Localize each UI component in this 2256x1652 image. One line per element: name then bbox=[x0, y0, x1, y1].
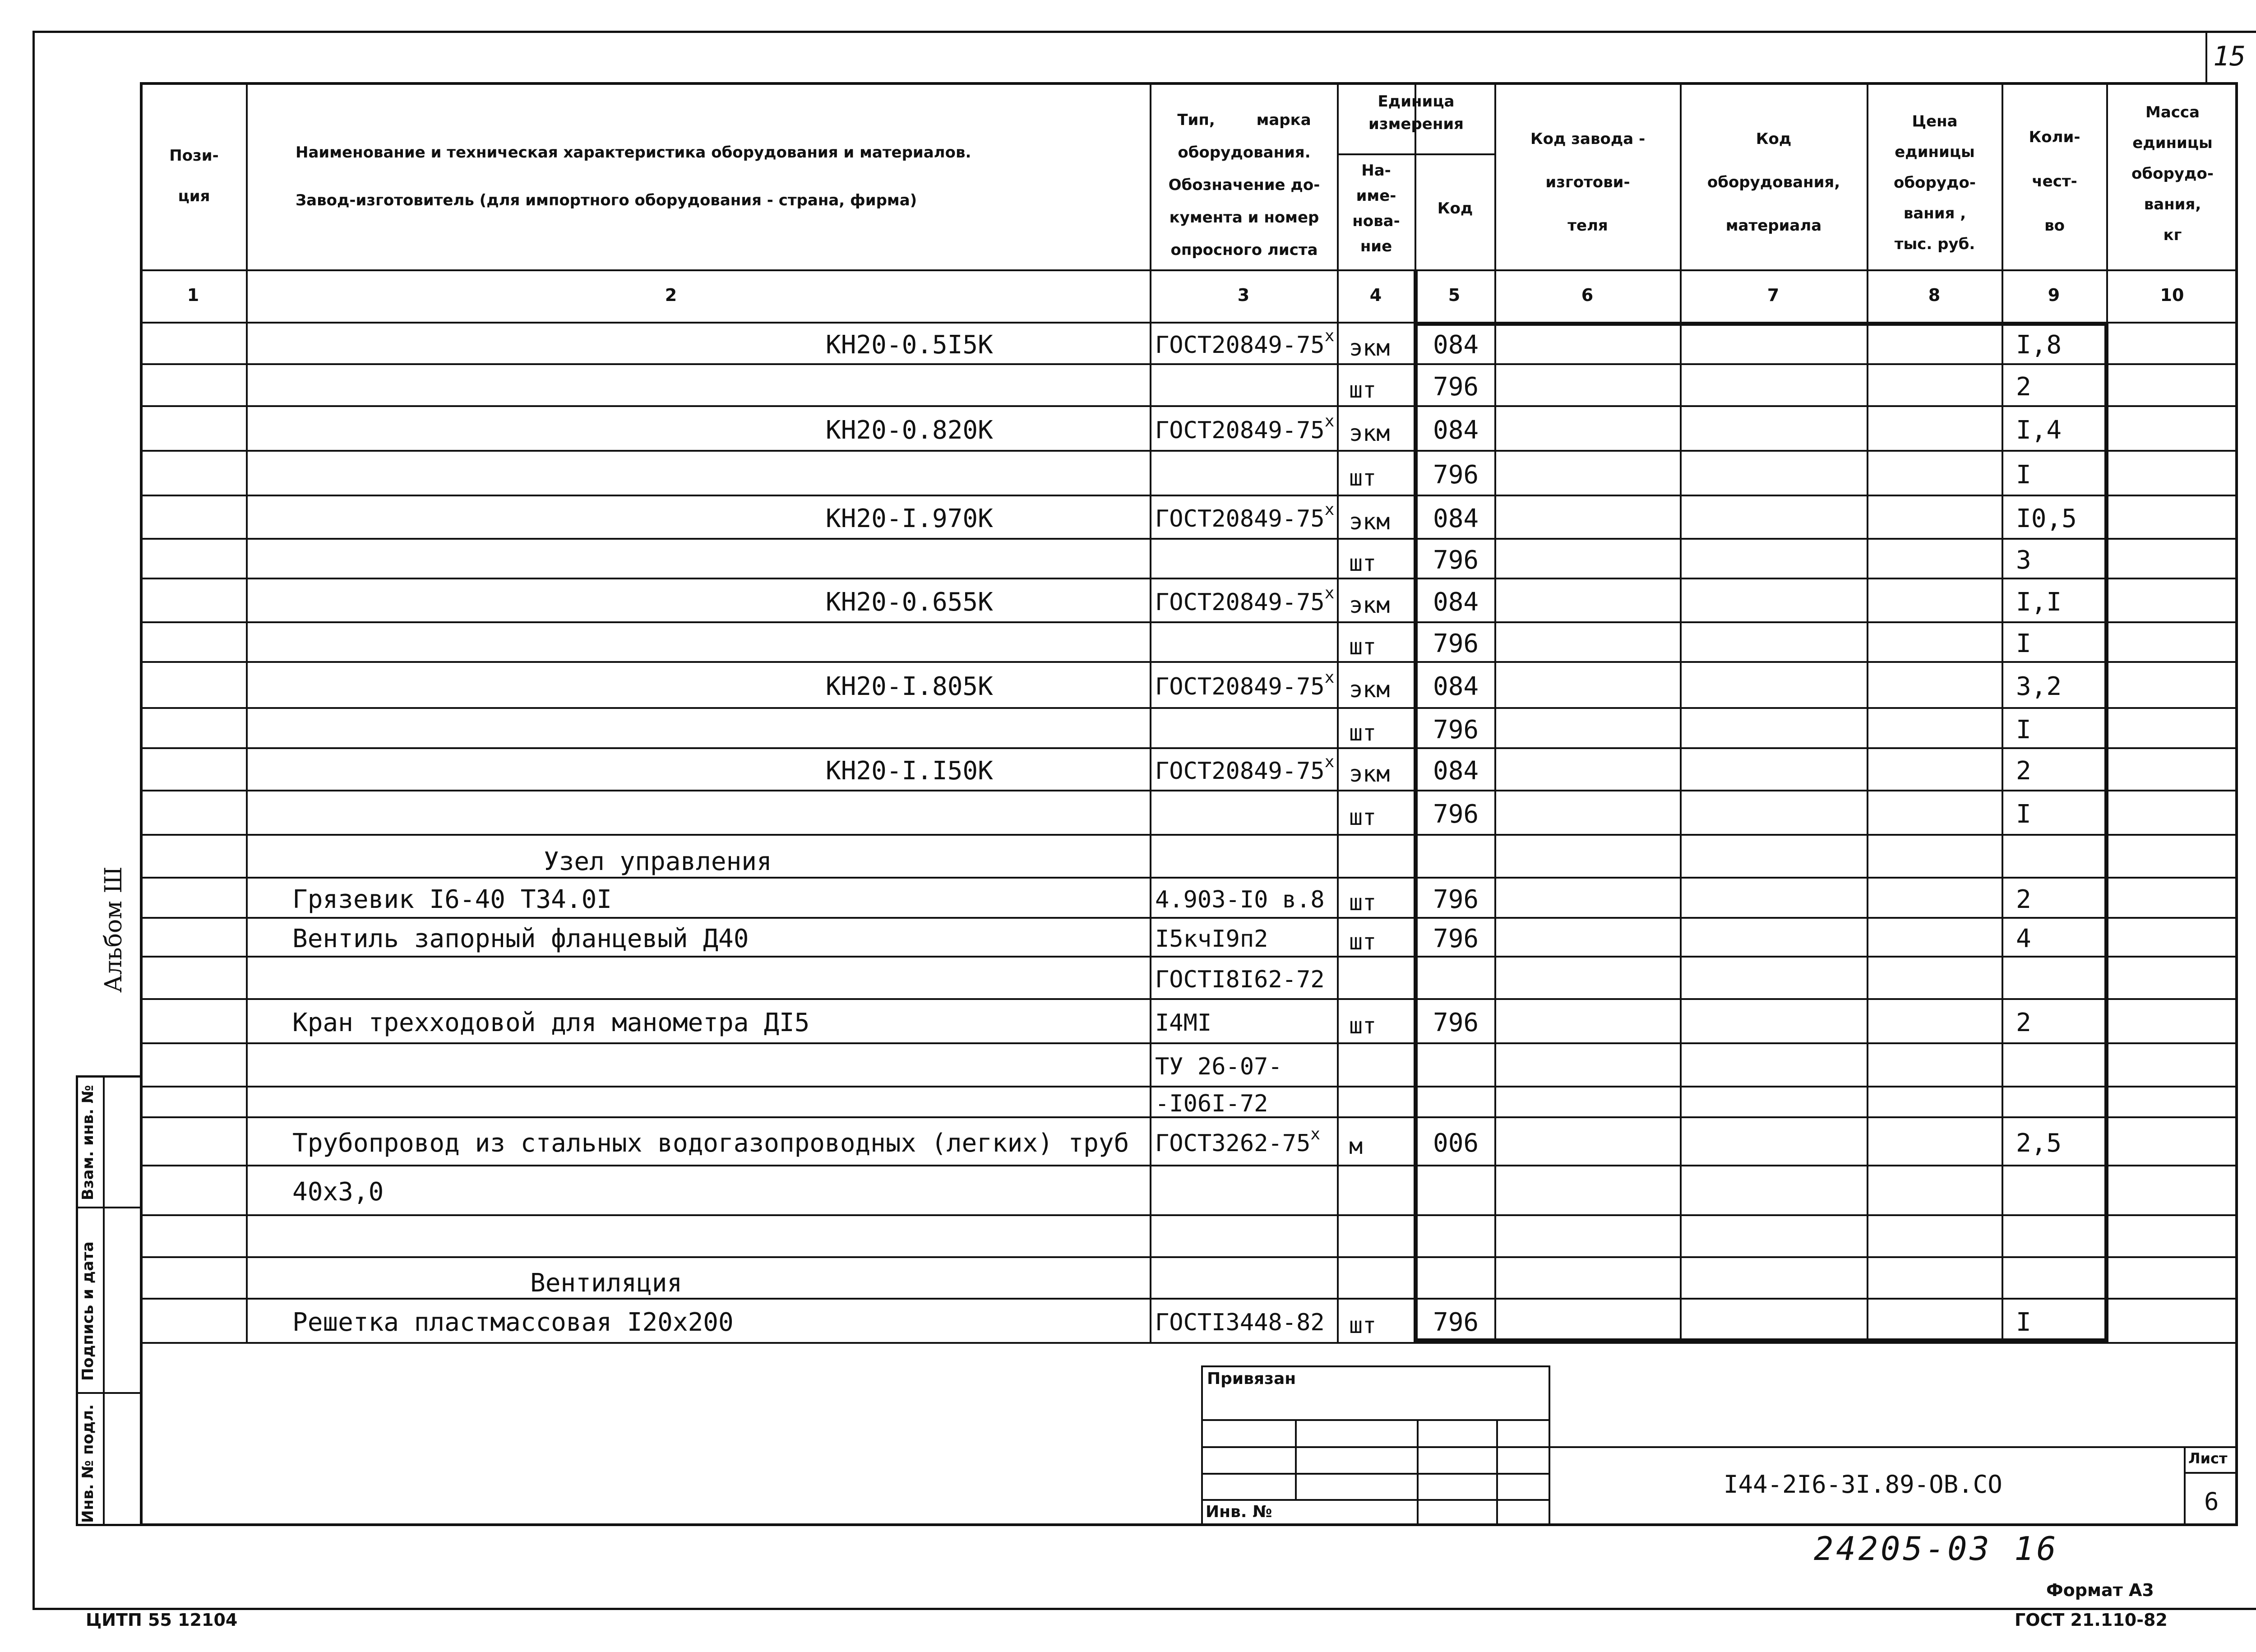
item-unit-code: 006 bbox=[1433, 1129, 1479, 1158]
sheet-label: Лист bbox=[2188, 1450, 2228, 1467]
gost-label: ГОСТ 21.110-82 bbox=[2015, 1610, 2168, 1630]
item-unit: шт bbox=[1349, 929, 1377, 955]
document-text: -I06I-72 bbox=[1155, 1090, 1268, 1117]
row-line bbox=[140, 834, 2238, 836]
item-name: КН20-0.820К bbox=[826, 416, 993, 445]
colnum-1: 1 bbox=[187, 285, 199, 305]
item-name: Грязевик I6-40 Т34.0I bbox=[292, 885, 612, 914]
document-text: ТУ 26-07- bbox=[1155, 1053, 1282, 1080]
item-unit-code: 796 bbox=[1433, 924, 1479, 953]
row-line bbox=[140, 998, 2238, 1000]
header-col4: На- име- нова- ние bbox=[1352, 162, 1400, 255]
document-superscript: x bbox=[1324, 668, 1335, 687]
row-line bbox=[140, 1256, 2238, 1258]
item-unit: м bbox=[1349, 1133, 1363, 1159]
item-document bbox=[1155, 1125, 1321, 1157]
document-code: I44-2I6-3I.89-ОВ.СО bbox=[1724, 1470, 2002, 1499]
item-unit-code: 084 bbox=[1433, 330, 1479, 360]
document-text: ГОСТ20849-75 bbox=[1155, 332, 1325, 359]
document-text: ГОСТ20849-75 bbox=[1155, 673, 1325, 700]
header-col8: Цена единицы оборудо- вания , тыс. руб. bbox=[1894, 112, 1976, 253]
row-line bbox=[140, 538, 2238, 540]
row-line bbox=[140, 790, 2238, 791]
item-quantity: 3,2 bbox=[2016, 672, 2062, 701]
item-unit: шт bbox=[1349, 377, 1377, 403]
document-superscript: x bbox=[1310, 1125, 1321, 1143]
row-line bbox=[140, 707, 2238, 709]
item-name: КН20-0.5I5К bbox=[826, 330, 993, 360]
document-text: ГОСТ20849-75 bbox=[1155, 758, 1325, 785]
document-text: 4.903-I0 в.8 bbox=[1155, 886, 1325, 913]
item-quantity: I bbox=[2016, 460, 2031, 490]
row-line bbox=[140, 917, 2238, 919]
item-quantity: 2,5 bbox=[2016, 1129, 2062, 1158]
item-unit: шт bbox=[1349, 1013, 1377, 1039]
header-unit-group: Единица измерения bbox=[1368, 93, 1464, 133]
item-document bbox=[1155, 327, 1335, 359]
item-name: Узел управления bbox=[544, 847, 772, 876]
colnum-6: 6 bbox=[1581, 285, 1594, 305]
col-line-4-thick bbox=[1414, 269, 1418, 1342]
document-text: ГОСТI8I62-72 bbox=[1155, 966, 1325, 993]
item-unit: шт bbox=[1349, 804, 1377, 830]
document-text: I5кчI9п2 bbox=[1155, 925, 1268, 953]
item-document bbox=[1155, 886, 1325, 913]
publisher-label: ЦИТП 55 12104 bbox=[86, 1610, 238, 1630]
item-unit: экм bbox=[1349, 420, 1390, 446]
side-label-album: Альбом Ш bbox=[100, 866, 127, 993]
side-label-podpis-data: Подпись и дата bbox=[79, 1241, 97, 1381]
format-label: Формат А3 bbox=[2046, 1580, 2154, 1600]
title-block-top bbox=[1550, 1446, 2238, 1448]
row-line bbox=[140, 495, 2238, 496]
colnum-9: 9 bbox=[2048, 285, 2060, 305]
side-label-inv-podl: Инв. № подл. bbox=[79, 1404, 97, 1523]
item-quantity: 3 bbox=[2016, 546, 2031, 575]
header-col5: Код bbox=[1437, 199, 1473, 217]
item-document bbox=[1155, 966, 1325, 993]
document-text: I4МI bbox=[1155, 1009, 1212, 1037]
item-quantity: 2 bbox=[2016, 372, 2031, 402]
row-line bbox=[140, 956, 2238, 958]
item-unit: экм bbox=[1349, 761, 1390, 787]
colnum-5: 5 bbox=[1448, 285, 1461, 305]
item-name: КН20-I.970К bbox=[826, 504, 993, 533]
colnum-7: 7 bbox=[1767, 285, 1780, 305]
corner-page-number: 15 bbox=[2213, 41, 2246, 72]
stamp-vline-3 bbox=[1496, 1419, 1498, 1526]
row-line bbox=[140, 661, 2238, 663]
side-strip-line-1 bbox=[76, 1207, 143, 1208]
item-name: Кран трехходовой для манометра ДI5 bbox=[292, 1008, 810, 1037]
item-name: КН20-I.I50К bbox=[826, 756, 993, 786]
item-unit-code: 084 bbox=[1433, 588, 1479, 617]
colnum-2: 2 bbox=[665, 285, 677, 305]
row-line bbox=[140, 877, 2238, 879]
row-line bbox=[140, 1214, 2238, 1216]
item-name: Вентиляция bbox=[530, 1268, 683, 1298]
item-unit-code: 796 bbox=[1433, 372, 1479, 402]
item-document bbox=[1155, 668, 1335, 700]
item-unit-code: 084 bbox=[1433, 504, 1479, 533]
item-unit-code: 796 bbox=[1433, 1308, 1479, 1337]
item-unit-code: 796 bbox=[1433, 885, 1479, 914]
header-col2: Наименование и техническая характеристика оборудования и материалов. Завод-изготовитель (для импортного оборудования - страна, фирма) bbox=[296, 143, 971, 209]
row-line bbox=[140, 1086, 2238, 1087]
row-line bbox=[140, 1298, 2238, 1300]
item-unit-code: 796 bbox=[1433, 800, 1479, 829]
sheet-box-mid bbox=[2184, 1472, 2238, 1474]
item-quantity: I,8 bbox=[2016, 330, 2062, 360]
document-superscript: x bbox=[1324, 584, 1335, 602]
item-quantity: 2 bbox=[2016, 885, 2031, 914]
unit-group-line bbox=[1337, 153, 1494, 155]
item-unit-code: 796 bbox=[1433, 546, 1479, 575]
header-col7: Код оборудования, материала bbox=[1707, 130, 1840, 235]
item-quantity: I bbox=[2016, 800, 2031, 829]
document-text: ГОСТ20849-75 bbox=[1155, 505, 1325, 532]
item-name: 40х3,0 bbox=[292, 1177, 384, 1207]
item-quantity: 4 bbox=[2016, 924, 2031, 953]
corner-box-border bbox=[2205, 31, 2207, 85]
document-superscript: x bbox=[1324, 327, 1335, 345]
row-line bbox=[140, 1042, 2238, 1044]
item-unit: экм bbox=[1349, 592, 1390, 618]
item-unit-code: 796 bbox=[1433, 715, 1479, 745]
item-document bbox=[1155, 753, 1335, 785]
stamp-vline-1 bbox=[1295, 1419, 1297, 1499]
item-quantity: I,4 bbox=[2016, 416, 2062, 445]
item-unit-code: 084 bbox=[1433, 416, 1479, 445]
colnum-bottom-line bbox=[140, 322, 2238, 324]
row-line bbox=[140, 1342, 2238, 1344]
document-superscript: x bbox=[1324, 412, 1335, 430]
side-label-vzam-inv: Взам. инв. № bbox=[79, 1085, 97, 1200]
item-unit-code: 796 bbox=[1433, 460, 1479, 490]
row-line bbox=[140, 578, 2238, 579]
item-quantity: 2 bbox=[2016, 756, 2031, 786]
item-name: Вентиль запорный фланцевый Д40 bbox=[292, 924, 749, 953]
col-line-9-thick bbox=[2104, 324, 2108, 1342]
header-col3: Тип, марка оборудования. Обозначение до- кумента и номер опросного листа bbox=[1168, 111, 1320, 259]
item-unit: шт bbox=[1349, 1312, 1377, 1338]
item-document bbox=[1155, 412, 1335, 444]
row-line bbox=[140, 450, 2238, 452]
header-bottom-line bbox=[140, 269, 2238, 271]
row-line bbox=[140, 1165, 2238, 1166]
item-name: КН20-0.655К bbox=[826, 588, 993, 617]
item-name: Решетка пластмассовая I20х200 bbox=[292, 1308, 734, 1337]
item-unit: экм bbox=[1349, 676, 1390, 703]
item-document bbox=[1155, 1009, 1211, 1037]
item-unit: шт bbox=[1349, 720, 1377, 746]
handwritten-number: 24205-03 16 bbox=[1814, 1530, 2059, 1568]
row-line bbox=[140, 363, 2238, 365]
row-line bbox=[140, 621, 2238, 623]
colnum-4: 4 bbox=[1369, 285, 1382, 305]
item-unit: шт bbox=[1349, 550, 1377, 576]
document-superscript: x bbox=[1324, 753, 1335, 771]
item-unit: шт bbox=[1349, 889, 1377, 916]
item-document bbox=[1155, 925, 1268, 953]
header-col6: Код завода - изготови- теля bbox=[1530, 130, 1646, 235]
item-document bbox=[1155, 1053, 1282, 1080]
item-unit: шт bbox=[1349, 465, 1377, 491]
document-superscript: x bbox=[1324, 500, 1335, 519]
header-col9: Коли- чест- во bbox=[2029, 128, 2080, 235]
document-text: ГОСТI3448-82 bbox=[1155, 1309, 1325, 1336]
item-unit-code: 084 bbox=[1433, 756, 1479, 786]
item-quantity: I bbox=[2016, 715, 2031, 745]
sheet-box-left bbox=[2184, 1446, 2186, 1526]
item-quantity: 2 bbox=[2016, 1008, 2031, 1037]
row-line bbox=[140, 405, 2238, 407]
side-strip-divider bbox=[103, 1075, 105, 1526]
document-text: ГОСТ20849-75 bbox=[1155, 589, 1325, 616]
item-quantity: I bbox=[2016, 1308, 2031, 1337]
header-col1: Пози- ция bbox=[169, 147, 219, 205]
item-quantity: I0,5 bbox=[2016, 504, 2077, 533]
item-unit: экм bbox=[1349, 335, 1390, 361]
stamp-privyazan: Привязан bbox=[1207, 1370, 1296, 1388]
item-name: КН20-I.805К bbox=[826, 672, 993, 701]
item-unit-code: 084 bbox=[1433, 672, 1479, 701]
colnum-8: 8 bbox=[1928, 285, 1941, 305]
header-col10: Масса единицы оборудо- вания, кг bbox=[2131, 103, 2214, 244]
stamp-inv-no: Инв. № bbox=[1206, 1503, 1272, 1521]
sheet-number: 6 bbox=[2204, 1487, 2219, 1516]
side-strip-line-2 bbox=[76, 1392, 143, 1394]
item-quantity: I,I bbox=[2016, 588, 2062, 617]
item-document bbox=[1155, 1309, 1325, 1336]
item-document bbox=[1155, 1090, 1268, 1117]
item-unit: шт bbox=[1349, 634, 1377, 660]
colnum-3: 3 bbox=[1237, 285, 1250, 305]
item-unit-code: 796 bbox=[1433, 629, 1479, 658]
item-unit: экм bbox=[1349, 509, 1390, 535]
row-line bbox=[140, 747, 2238, 749]
item-unit-code: 796 bbox=[1433, 1008, 1479, 1037]
col-line-9-upper bbox=[2106, 269, 2108, 324]
document-text: ГОСТ20849-75 bbox=[1155, 417, 1325, 444]
stamp-vline-2 bbox=[1417, 1419, 1419, 1526]
item-quantity: I bbox=[2016, 629, 2031, 658]
colnum-10: 10 bbox=[2160, 285, 2184, 305]
item-name: Трубопровод из стальных водогазопроводных (легких) труб bbox=[292, 1129, 1129, 1158]
item-document bbox=[1155, 584, 1335, 616]
document-text: ГОСТ3262-75 bbox=[1155, 1130, 1311, 1157]
item-document bbox=[1155, 500, 1335, 532]
